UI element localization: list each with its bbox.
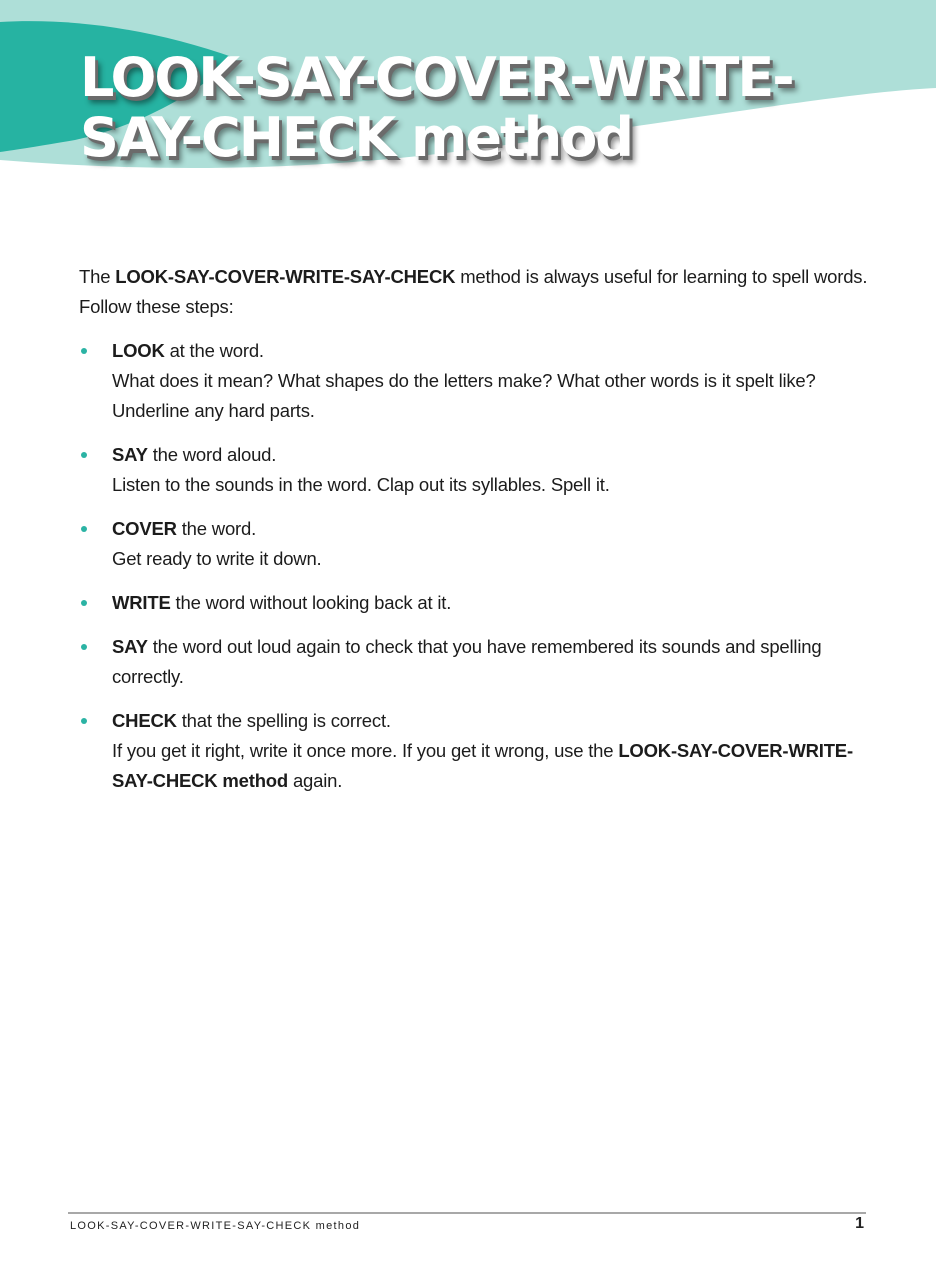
step-heading (112, 440, 869, 470)
step-heading (112, 706, 869, 736)
step-text: at the word. (164, 340, 264, 361)
step-keyword: LOOK (112, 340, 165, 361)
step-cover (79, 514, 869, 574)
step-keyword: CHECK (112, 710, 177, 731)
page-number: 1 (855, 1215, 864, 1232)
step-detail (112, 736, 869, 796)
page-title-line-2: SAY-CHECK method (80, 106, 632, 169)
footer-divider (68, 1212, 866, 1214)
step-detail: What does it mean? What shapes do the letters make? What other words is it spelt like? Underline any hard parts. (112, 370, 816, 421)
bullet-icon (81, 600, 87, 606)
bullet-icon (81, 526, 87, 532)
bullet-icon (81, 348, 87, 354)
step-text: that the spelling is correct. (176, 710, 391, 731)
step-text: the word aloud. (147, 444, 277, 465)
footer-title: LOOK-SAY-COVER-WRITE-SAY-CHECK method (70, 1220, 361, 1232)
step-heading (112, 336, 869, 366)
step-keyword: WRITE (112, 592, 171, 613)
page-title (80, 48, 880, 168)
intro-text-pre: The (79, 266, 116, 287)
bullet-icon (81, 452, 87, 458)
step-keyword: SAY (112, 444, 148, 465)
step-heading (112, 632, 869, 692)
step-detail: Get ready to write it down. (112, 548, 322, 569)
steps-list (79, 336, 869, 796)
page-title-line-1: LOOK-SAY-COVER-WRITE- (80, 46, 793, 109)
main-content (79, 262, 869, 810)
bullet-icon (81, 644, 87, 650)
step-check (79, 706, 869, 796)
step-detail-pre: If you get it right, write it once more. If you get it wrong, use the (112, 740, 619, 761)
step-text: the word. (176, 518, 257, 539)
intro-paragraph (79, 262, 869, 322)
intro-method-name: LOOK-SAY-COVER-WRITE-SAY-CHECK (115, 266, 456, 287)
step-look (79, 336, 869, 426)
step-detail-method-name: LOOK-SAY-COVER-WRITE-SAY-CHECK method (112, 740, 853, 791)
step-keyword: COVER (112, 518, 177, 539)
step-detail: Listen to the sounds in the word. Clap out its syllables. Spell it. (112, 474, 610, 495)
step-say-again (79, 632, 869, 692)
step-write (79, 588, 869, 618)
step-say (79, 440, 869, 500)
intro-text-post: method is always useful for learning to spell words. Follow these steps: (79, 266, 868, 317)
step-heading (112, 588, 869, 618)
step-text: the word out loud again to check that you have remembered its sounds and spelling correctly. (112, 636, 822, 687)
step-detail-post: again. (288, 770, 343, 791)
step-keyword: SAY (112, 636, 148, 657)
bullet-icon (81, 718, 87, 724)
step-text: the word without looking back at it. (170, 592, 452, 613)
step-heading (112, 514, 869, 544)
